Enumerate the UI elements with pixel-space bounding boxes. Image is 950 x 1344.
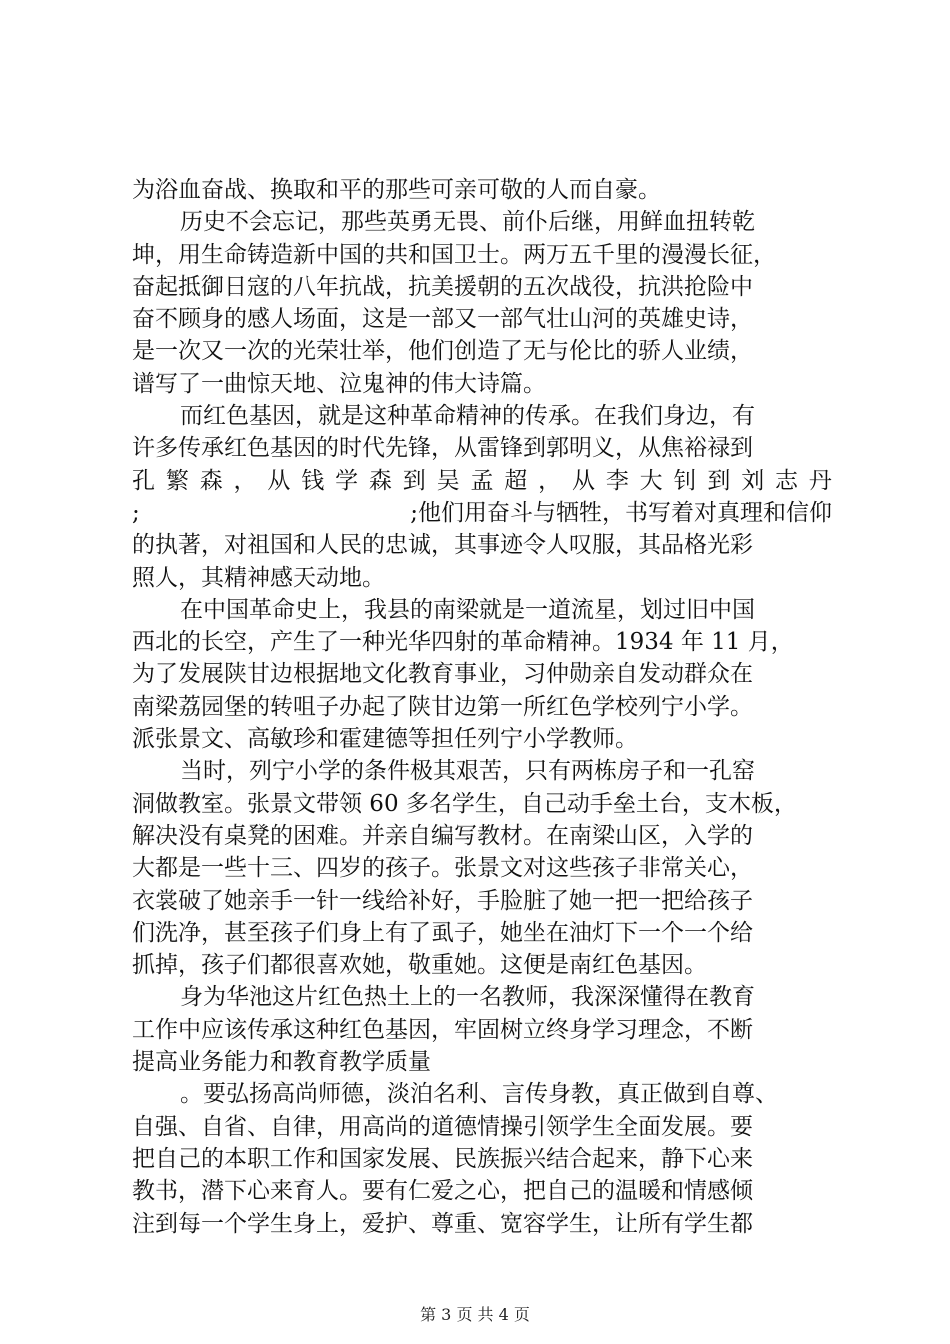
text-line: 派张景文、高敏珍和霍建德等担任列宁小学教师。 xyxy=(132,726,638,753)
text-char: 刘 xyxy=(741,467,765,494)
text-char: 钊 xyxy=(673,467,697,494)
text-line: 教书，潜下心来育人。要有仁爱之心，把自己的温暖和情感倾 xyxy=(132,1178,753,1205)
text-char: 超 xyxy=(504,467,528,494)
text-line: 把自己的本职工作和国家发展、民族振兴结合起来，静下心来 xyxy=(132,1145,753,1172)
text-char: 大 xyxy=(639,467,663,494)
text-fragment: ;他们用奋斗与牺牲，书写着对真理和信仰 xyxy=(410,499,832,526)
text-line: 奋起抵御日寇的八年抗战，抗美援朝的五次战役，抗洪抢险中 xyxy=(132,273,753,300)
text-line: 注到每一个学生身上，爱护、尊重、宽容学生，让所有学生都 xyxy=(132,1210,753,1237)
text-line: 们洗净，甚至孩子们身上有了虱子，她坐在油灯下一个一个给 xyxy=(132,919,753,946)
text-char: 李 xyxy=(605,467,629,494)
text-fragment: ; xyxy=(132,499,140,526)
text-char: ， xyxy=(538,467,562,494)
text-line: 许多传承红色基因的时代先锋，从雷锋到郭明义，从焦裕禄到 xyxy=(132,435,753,462)
text-char: 学 xyxy=(335,467,359,494)
text-line: 衣裳破了她亲手一针一线给补好，手脸脏了她一把一把给孩子 xyxy=(132,887,753,914)
text-char: ， xyxy=(233,467,257,494)
text-line: 在中国革命史上，我县的南梁就是一道流星，划过旧中国 xyxy=(180,596,755,623)
text-line: 解决没有桌凳的困难。并亲自编写教材。在南梁山区，入学的 xyxy=(132,822,753,849)
text-line: 的执著，对祖国和人民的忠诚，其事迹令人叹服，其品格光彩 xyxy=(132,532,753,559)
text-line: 当时，列宁小学的条件极其艰苦，只有两栋房子和一孔窑 xyxy=(180,758,755,785)
text-line: 坤，用生命铸造新中国的共和国卫士。两万五千里的漫漫长征， xyxy=(132,241,776,268)
text-line: 身为华池这片红色热土上的一名教师，我深深懂得在教育 xyxy=(180,984,755,1011)
text-line: 西北的长空，产生了一种光华四射的革命精神。1934 年 11 月， xyxy=(132,629,794,656)
text-line: 谱写了一曲惊天地、泣鬼神的伟大诗篇。 xyxy=(132,370,546,397)
document-body xyxy=(132,174,832,1240)
text-char: 志 xyxy=(775,467,799,494)
text-line: 而红色基因，就是这种革命精神的传承。在我们身边，有 xyxy=(180,403,755,430)
text-char: 繁 xyxy=(165,467,189,494)
text-char: 吴 xyxy=(436,467,460,494)
text-line: 。要弘扬高尚师德，淡泊名利、言传身教，真正做到自尊、 xyxy=(180,1081,778,1108)
text-char: 森 xyxy=(368,467,392,494)
text-char: 孟 xyxy=(470,467,494,494)
page-number-footer: 第 3 页 共 4 页 xyxy=(420,1305,530,1324)
text-line: 工作中应该传承这种红色基因，牢固树立终身学习理念，不断 xyxy=(132,1016,753,1043)
text-char: 丹 xyxy=(808,467,832,494)
text-line: 照人，其精神感天动地。 xyxy=(132,564,385,591)
text-line: 洞做教室。张景文带领 60 多名学生，自己动手垒土台，支木板， xyxy=(132,790,797,817)
text-char: 到 xyxy=(707,467,731,494)
text-line-justified xyxy=(132,497,832,529)
text-line: 自强、自省、自律，用高尚的道德情操引领学生全面发展。要 xyxy=(132,1113,753,1140)
text-char: 从 xyxy=(571,467,595,494)
text-char: 从 xyxy=(267,467,291,494)
text-line: 提高业务能力和教育教学质量 xyxy=(132,1049,431,1076)
text-char: 孔 xyxy=(132,467,155,494)
text-char: 钱 xyxy=(301,467,325,494)
text-line: 奋不顾身的感人场面，这是一部又一部气壮山河的英雄史诗， xyxy=(132,306,753,333)
text-line: 为浴血奋战、换取和平的那些可亲可敬的人而自豪。 xyxy=(132,177,661,203)
text-line: 历史不会忘记，那些英勇无畏、前仆后继，用鲜血扭转乾 xyxy=(180,209,755,236)
text-line: 为了发展陕甘边根据地文化教育事业，习仲勋亲自发动群众在 xyxy=(132,661,753,688)
text-char: 森 xyxy=(199,467,223,494)
text-line: 是一次又一次的光荣壮举，他们创造了无与伦比的骄人业绩， xyxy=(132,338,753,365)
text-line: 抓掉，孩子们都很喜欢她，敬重她。这便是南红色基因。 xyxy=(132,952,707,979)
text-char: 到 xyxy=(402,467,426,494)
text-line: 南梁荔园堡的转咀子办起了陕甘边第一所红色学校列宁小学。 xyxy=(132,693,753,720)
text-line: 大都是一些十三、四岁的孩子。张景文对这些孩子非常关心， xyxy=(132,855,753,882)
text-line-justified xyxy=(132,465,832,497)
